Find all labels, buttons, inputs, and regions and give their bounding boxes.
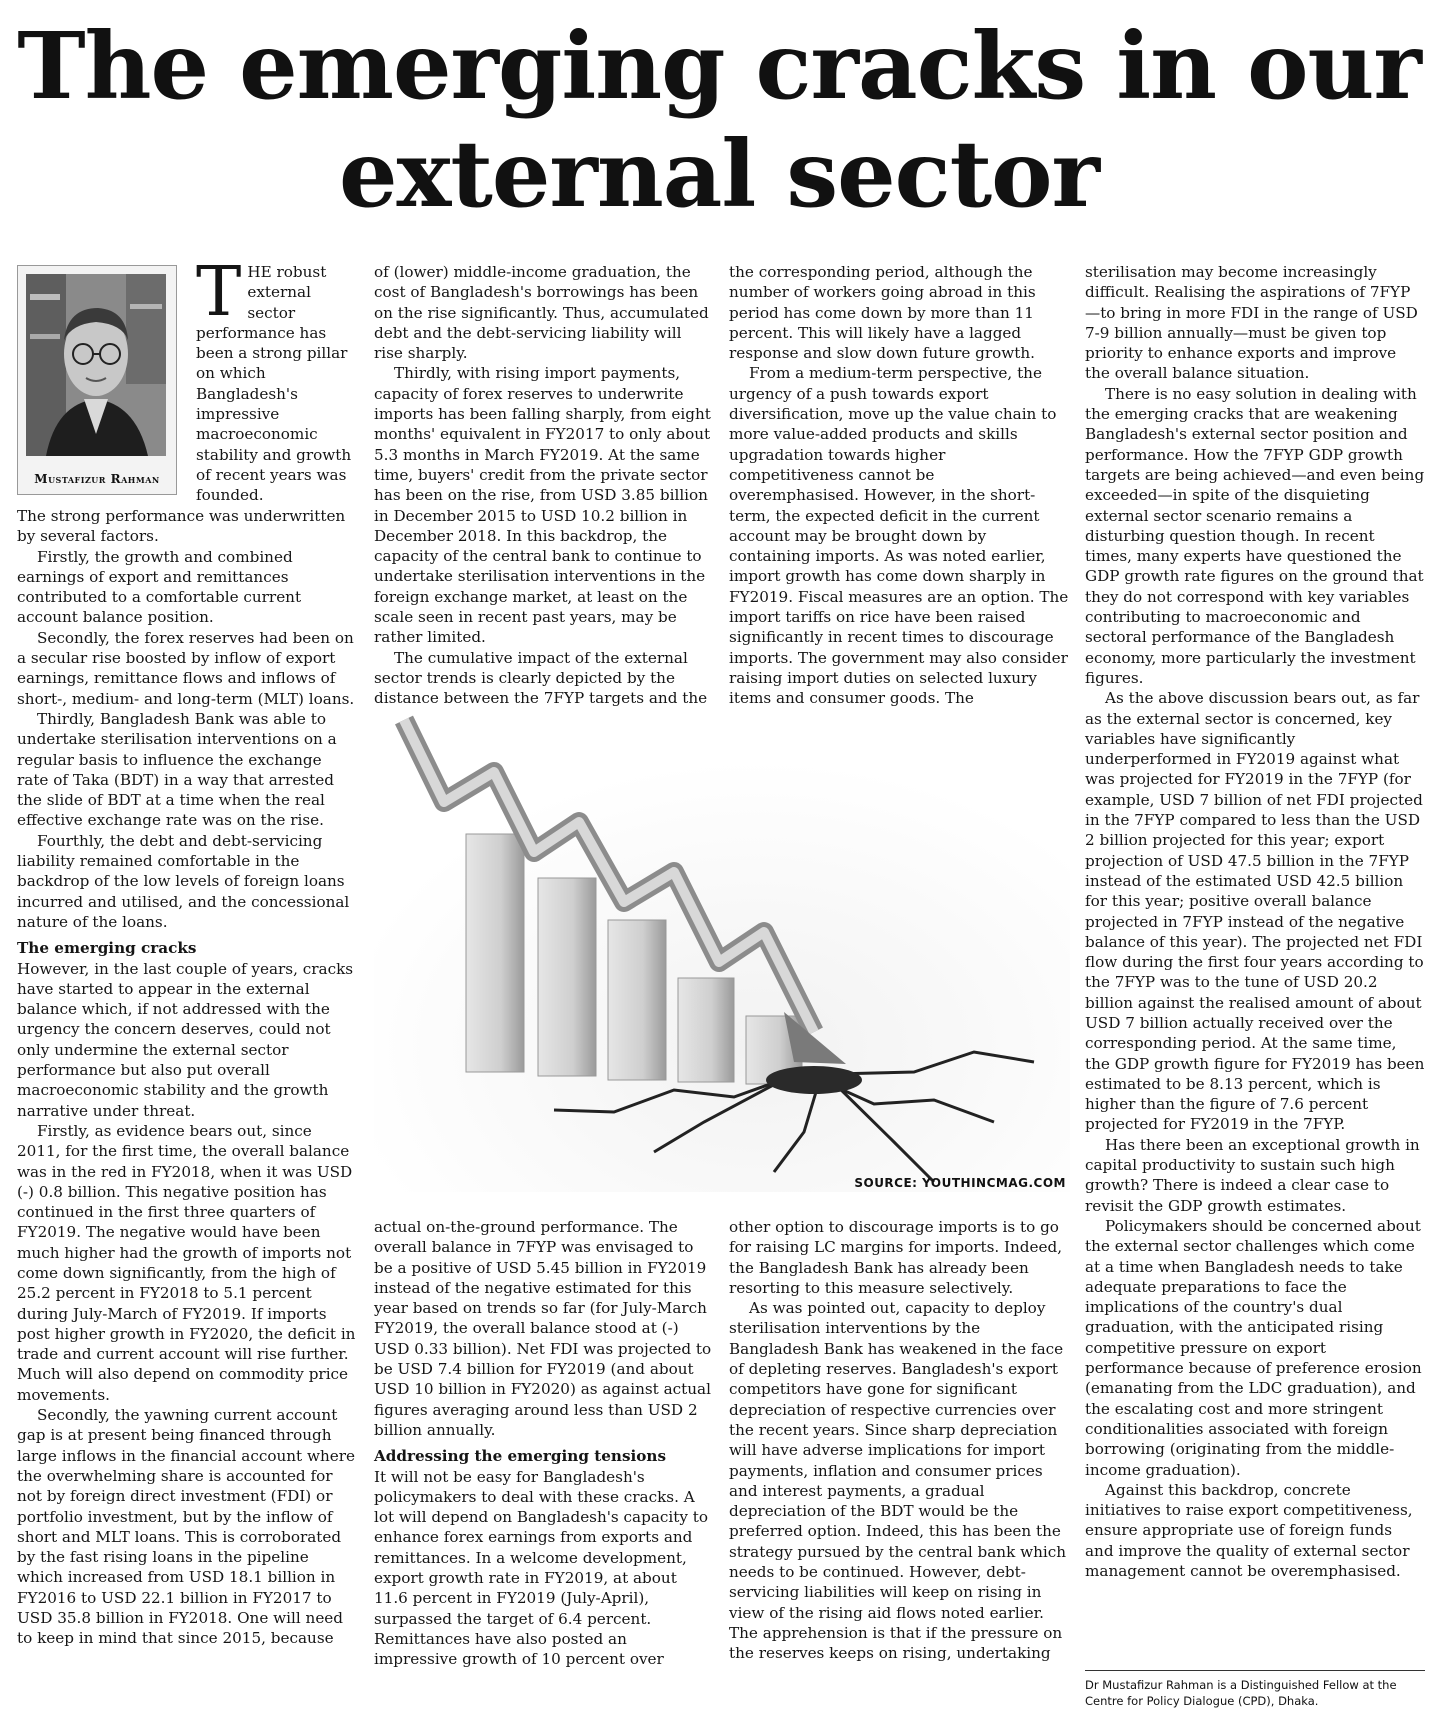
paragraph: Fourthly, the debt and debt-servicing liability remained comfortable in the backdrop of the low levels of foreign loans incurred and utilised, and the concessional nature of the loans. [17, 831, 350, 931]
paragraph: of (lower) middle-income graduation, the cost of Bangladesh's borrowings has been on the rise significantly. Thus, accumulated debt and the debt-servicing liability will rise sharply. [374, 263, 709, 363]
intro-text: HE robust external sector performance has been a strong pillar on which Bangladesh's impressive macroeconomic stability and growth of recent years was founded. [196, 263, 352, 505]
declining-bar-chart-illustration [374, 712, 1070, 1192]
paragraph: Thirdly, with rising import payments, capacity of forex reserves to underwrite imports has been falling sharply, from eight months' equivalent in FY2017 to only about 5.3 months in March FY2019. At the same time, buyers' credit from the private sector has been on the rise, from USD 3.85 billion in December 2015 to USD 10.2 billion in December 2018. In this backdrop, the capacity of the central bank to continue to undertake sterilisation interventions in the foreign exchange market, at least on the scale seen in recent past years, may be rather limited. [374, 364, 711, 647]
paragraph: Against this backdrop, concrete initiatives to raise export competitiveness, ensure appropriate use of foreign funds and improve the quality of external sector management cannot be overemphasised. [1085, 1480, 1413, 1580]
paragraph: The strong performance was underwritten by several factors. [17, 507, 346, 546]
bar [538, 878, 596, 1076]
headline [0, 12, 1438, 228]
column-4 [1085, 262, 1425, 1581]
paragraph: Secondly, the forex reserves had been on a secular rise boosted by inflow of export earnings, remittance flows and inflows of short-, medium- and long-term (MLT) loans. [17, 628, 355, 708]
author-name: Mustafizur Rahman [34, 472, 160, 486]
column-3-bottom [729, 1217, 1069, 1664]
paragraph: the corresponding period, although the number of workers going abroad in this period has come down by more than 11 percent. This will likely have a lagged response and slow down future growth. [729, 263, 1036, 363]
subheading-emerging-cracks: The emerging cracks [17, 939, 197, 958]
column-3-top [729, 262, 1069, 709]
column-2-bottom [374, 1217, 714, 1670]
paragraph: Secondly, the yawning current account gap is at present being financed through large inflows in the financial account where the overwhelming share is accounted for not by foreign direct investment (FDI) or portfolio investment, but by the inflow of short and MLT loans. This is corroborated by the fast rising loans in the pipeline which increased from USD 18.1 billion in FY2016 to USD 22.1 billion in FY2017 to USD 35.8 billion in FY2018. One will need to keep in mind that since 2015, because [17, 1406, 355, 1648]
image-source-credit: SOURCE: YOUTHINCMAG.COM [854, 1176, 1066, 1190]
paragraph: The cumulative impact of the external sector trends is clearly depicted by the distance between the 7FYP targets and the [374, 648, 708, 708]
paragraph: Thirdly, Bangladesh Bank was able to undertake sterilisation interventions on a regular basis to influence the exchange rate of Taka (BDT) in a way that arrested the slide of BDT at a time when the real effective exchange rate was on the rise. [17, 709, 337, 830]
author-bio: Dr Mustafizur Rahman is a Distinguished Fellow at the Centre for Policy Dialogue (CPD), Dhaka. [1085, 1670, 1425, 1709]
paragraph: sterilisation may become increasingly difficult. Realising the aspirations of 7FYP—to bring in more FDI in the range of USD 7-9 billion annually—must be given top priority to enhance exports and improve the overall balance situation. [1085, 263, 1418, 383]
subheading-addressing-tensions: Addressing the emerging tensions [374, 1447, 667, 1466]
paragraph: Firstly, the growth and combined earnings of export and remittances contributed to a comfortable current account balance position. [17, 547, 302, 627]
cracked-ground-chart-image [374, 712, 1070, 1192]
author-portrait [26, 274, 166, 456]
headline-line-1: The emerging cracks in our [17, 12, 1421, 120]
bar [466, 834, 524, 1072]
paragraph: As the above discussion bears out, as far as the external sector is concerned, key variables have significantly underperformed in FY2019 against what was projected for FY2019 in the 7FYP (for example, USD 7 billion of net FDI projected in the 7FYP compared to less than the USD 2 billion projected for this year; export projection of USD 47.5 billion in the 7FYP instead of the estimated USD 42.5 billion for this year; positive overall balance projected in 7FYP instead of the negative balance of this year). The projected net FDI flow during the first four years according to the 7FYP was to the tune of USD 20.2 billion against the realised amount of about USD 7 billion actually received over the corresponding period. At the same time, the GDP growth figure for FY2019 has been estimated to be 8.13 percent, which is higher than the figure of 7.6 percent projected for FY2019 in the 7FYP. [1085, 689, 1425, 1134]
headline-line-2: external sector [338, 120, 1100, 228]
column-2-top [374, 262, 714, 709]
paragraph: However, in the last couple of years, cracks have started to appear in the external balance which, if not addressed with the urgency the concern deserves, could not only undermine the external sector performance but also put overall macroeconomic stability and the growth narrative under threat. [17, 959, 354, 1120]
paragraph: Firstly, as evidence bears out, since 2011, for the first time, the overall balance was in the red in FY2018, when it was USD (-) 0.8 billion. This negative position has continued in the first three quarters of FY2019. The negative would have been much higher had the growth of imports not come down significantly, from the high of 25.2 percent in FY2018 to 5.1 percent during July-March of FY2019. If imports post higher growth in FY2020, the deficit in trade and current account will rise further. Much will also depend on commodity price movements. [17, 1121, 356, 1404]
paragraph: Policymakers should be concerned about the external sector challenges which come at a time when Bangladesh needs to take adequate preparations to face the implications of the country's dual graduation, with the anticipated rising competitive pressure on export performance because of preference erosion (emanating from the LDC graduation), and the escalating cost and more stringent conditionalities associated with foreign borrowing (originating from the middle-income graduation). [1085, 1216, 1422, 1479]
paragraph: Has there been an exceptional growth in capital productivity to sustain such high growth? There is indeed a clear case to revisit the GDP growth estimates. [1085, 1135, 1420, 1215]
paragraph: As was pointed out, capacity to deploy sterilisation interventions by the Bangladesh Bank has weakened in the face of depleting reserves. Bangladesh's export competitors have gone for significant depreciation of respective currencies over the recent years. Since sharp depreciation will have adverse implications for import payments, inflation and consumer prices and interest payments, a gradual depreciation of the BDT would be the preferred option. Indeed, this has been the strategy pursued by the central bank which needs to be continued. However, debt-servicing liabilities will keep on rising in view of the rising aid flows noted earlier. The apprehension is that if the pressure on the reserves keeps on rising, undertaking [729, 1299, 1067, 1663]
intro-paragraph [196, 253, 356, 506]
paragraph: other option to discourage imports is to go for raising LC margins for imports. Indeed, the Bangladesh Bank has already been resorting to this measure selectively. [729, 1218, 1063, 1297]
bar [608, 920, 666, 1080]
bar [678, 978, 734, 1082]
drop-cap: T [196, 253, 242, 332]
column-1 [17, 506, 357, 1649]
author-photo-box [17, 265, 177, 495]
paragraph: From a medium-term perspective, the urgency of a push towards export diversification, move up the value chain to more value-added products and skills upgradation towards higher competitiveness cannot be overemphasised. However, in the short-term, the expected deficit in the current account may be brought down by containing imports. As was noted earlier, import growth has come down sharply in FY2019. Fiscal measures are an option. The import tariffs on rice have been raised significantly in recent times to discourage imports. The government may also consider raising import duties on selected luxury items and consumer goods. The [729, 364, 1069, 708]
paragraph: It will not be easy for Bangladesh's policymakers to deal with these cracks. A lot will depend on Bangladesh's capacity to enhance forex earnings from exports and remittances. In a welcome development, export growth rate in FY2019, at about 11.6 percent in FY2019 (July-April), surpassed the target of 6.4 percent. Remittances have also posted an impressive growth of 10 percent over [374, 1467, 709, 1669]
paragraph: There is no easy solution in dealing with the emerging cracks that are weakening Bangladesh's external sector position and performance. How the 7FYP GDP growth targets are being achieved—and even being exceeded—in spite of the disquieting external sector scenario remains a disturbing question though. In recent times, many experts have questioned the GDP growth rate figures on the ground that they do not correspond with key variables contributing to macroeconomic and sectoral performance of the Bangladesh economy, more particularly the investment figures. [1085, 384, 1425, 687]
paragraph: actual on-the-ground performance. The overall balance in 7FYP was envisaged to be a positive of USD 5.45 billion in FY2019 instead of the negative estimated for this year based on trends so far (for July-March FY2019, the overall balance stood at (-) USD 0.33 billion). Net FDI was projected to be USD 7.4 billion for FY2019 (and about USD 10 billion in FY2020) as against actual figures averaging around less than USD 2 billion annually. [374, 1218, 712, 1439]
